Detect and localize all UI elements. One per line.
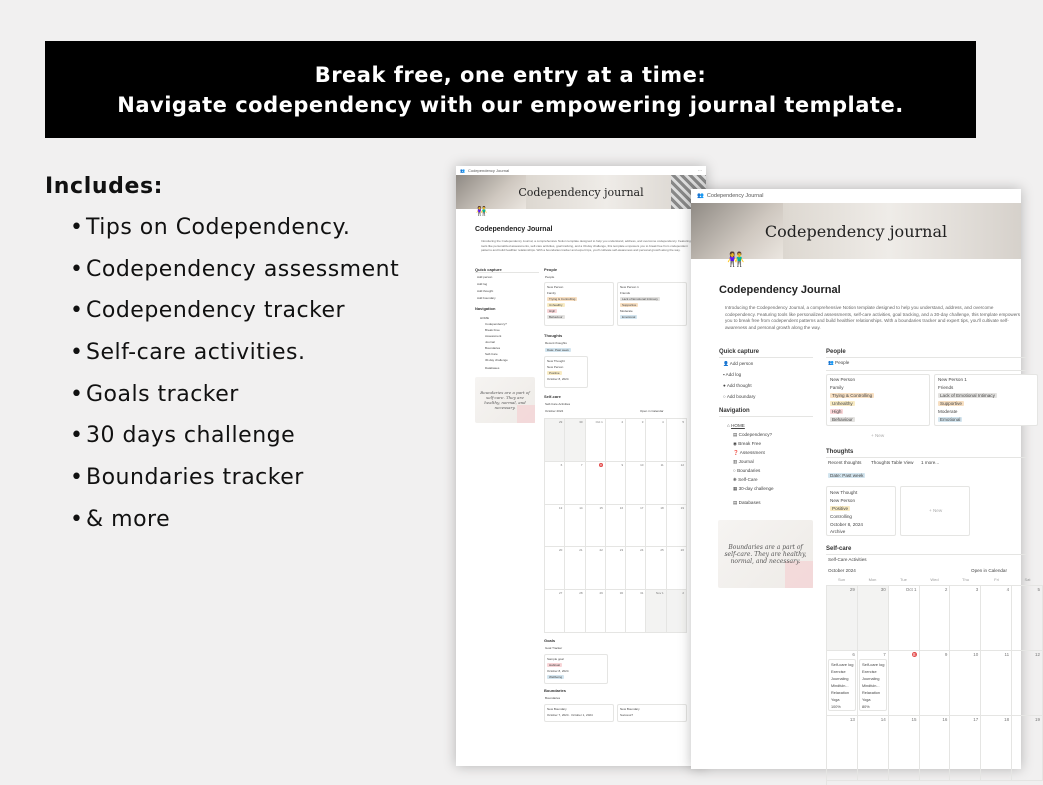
open-in-calendar[interactable]: Open in Calendar	[971, 568, 1008, 573]
nav-boundaries[interactable]: Boundaries	[485, 346, 501, 350]
tab-more[interactable]: 1 more...	[921, 460, 940, 465]
quote-text: Boundaries are a part of self-care. They are healthy, normal, and necessary.	[724, 543, 807, 565]
tab-recent-thoughts[interactable]: Recent thoughts	[828, 460, 862, 465]
nav-30-day[interactable]: ▦ 30-day challenge	[733, 486, 774, 491]
quick-capture-title: Quick capture	[475, 267, 502, 272]
add-thought-button[interactable]: Add thought	[477, 289, 494, 293]
more-icon[interactable]: ⋯	[698, 168, 702, 173]
thoughts-filter[interactable]: Date: Past week	[547, 348, 569, 352]
nav-break-free[interactable]: Break Free	[485, 328, 500, 332]
home-icon: ⌂	[727, 423, 732, 428]
thought-card[interactable]: New Thought New Person Positive October 8, 2024	[544, 356, 588, 388]
self-care-icon: ❋	[733, 477, 739, 482]
thoughts-filter[interactable]: Date: Past week	[830, 473, 864, 478]
thoughts-title: Thoughts	[544, 333, 563, 338]
nav-journal[interactable]: Journal	[485, 340, 495, 344]
people-title: People	[826, 349, 846, 355]
person-icon: 👤	[723, 361, 730, 366]
self-care-title: Self-care	[826, 546, 852, 552]
calendar-month: October 2024	[828, 568, 856, 573]
person-card[interactable]: New Person Family Trying & Controlling Unhealthy High Behaviour	[826, 374, 930, 426]
includes-item: • Goals tracker	[70, 381, 239, 407]
self-care-entry[interactable]: Self-care log Exercise Journaling Mindfuln... Relaxation Yoga 80%	[859, 659, 887, 711]
people-view[interactable]: 👥 People	[828, 360, 850, 365]
boundaries-title: Boundaries	[544, 688, 567, 693]
nav-home[interactable]: ⌂ HOME	[727, 423, 745, 428]
includes-item: • Self-care activities.	[70, 340, 306, 366]
thought-card[interactable]: New Thought New Person Positive Controlling October 8, 2024 Archive	[826, 486, 896, 536]
includes-item: • 30 days challenge	[70, 423, 296, 449]
book-icon: ▤	[733, 432, 739, 437]
nav-databases[interactable]: Databases	[485, 366, 500, 370]
weekday-header: Sun Mon Tue Wed Thu Fri Sat	[837, 577, 1031, 582]
nav-self-care[interactable]: Self-Care	[485, 352, 498, 356]
nav-databases[interactable]: ▤ Databases	[733, 500, 761, 505]
boundaries-icon: ○	[733, 468, 738, 473]
people-icon: 👫	[727, 251, 745, 267]
quote-text: Boundaries are a part of self-care. They are healthy, normal, and necessary.	[480, 390, 530, 410]
thoughts-tab[interactable]: Recent thoughts	[545, 341, 567, 345]
navigation-title: Navigation	[475, 306, 496, 311]
page-title: Codependency Journal	[475, 226, 553, 233]
goals-title: Goals	[544, 638, 556, 643]
includes-title: Includes:	[45, 174, 164, 199]
includes-list	[70, 213, 399, 547]
boundary-card[interactable]: New Boundary October 7, 2024 · October 1, 2024	[544, 704, 614, 722]
calendar-grid: 29 30 Oct 1 2 3 4 5 6 7 8 9 10 11 12 13 14 15 16 17 18 19	[826, 585, 1043, 785]
self-care-entry[interactable]: Self-care log Exercise Journaling Mindfuln... Relaxation Yoga 100%	[828, 659, 856, 711]
add-person-button[interactable]: 👤 Add person	[723, 361, 754, 366]
boundaries-tab[interactable]: Boundaries	[545, 696, 561, 700]
cover-title: Codependency journal	[518, 185, 644, 199]
breadcrumb[interactable]: Codependency Journal	[467, 168, 510, 173]
promo-banner	[45, 41, 976, 138]
cover-image	[456, 175, 706, 209]
nav-assessment[interactable]: ❓ Assessment	[733, 450, 765, 455]
assessment-icon: ❓	[733, 450, 740, 455]
person-card[interactable]: New Person 1 Friends Lack of Emotional Intimacy Supportive Moderate Emotional	[617, 282, 687, 326]
break-free-icon: ◉	[733, 441, 739, 446]
includes-item: • Codependency tracker	[70, 298, 346, 324]
person-card[interactable]: New Person 1 Friends Lack of Emotional Intimacy Supportive Moderate Emotional	[934, 374, 1038, 426]
intro-text: Introducing the Codependency Journal, a comprehensive Notion template designed to help you understand, address, and overcome codependency. Featuring tools like personalized assessments, self-care activities, goal tracking, and a 30-day challenge, this template empowers you to break free from codependent patterns and build healthier relationships. With a boundaries tracker and expert tips, you'll cultivate self-awareness and personal growth along the way.	[481, 239, 691, 253]
includes-item: • & more	[70, 506, 171, 532]
page-icon: 👥	[460, 168, 465, 173]
intro-text: Introducing the Codependency Journal, a comprehensive Notion template designed to help you understand, address, and overcome codependency. Featuring tools like personalized assessments, self-care activities, goal tracking, and a 30-day challenge, this template empowers you to break free from codependent patterns and build healthier relationships. With a boundaries tracker and expert tips, you'll cultivate self-awareness and personal growth along the way.	[725, 305, 1021, 330]
add-boundary-button[interactable]: ○ Add boundary	[723, 394, 756, 399]
page-title: Codependency Journal	[719, 284, 841, 296]
tab-thoughts-table[interactable]: Thoughts Table View	[871, 460, 914, 465]
add-log-button[interactable]: Add log	[477, 282, 488, 286]
database-icon: ▤	[733, 500, 739, 505]
nav-break-free[interactable]: ◉ Break Free	[733, 441, 762, 446]
nav-self-care[interactable]: ❋ Self-Care	[733, 477, 758, 482]
navigation-title: Navigation	[719, 408, 750, 414]
goals-tab[interactable]: Goal Tracker	[545, 646, 563, 650]
boundary-icon: ○	[723, 394, 727, 399]
screenshot-full-page	[456, 166, 706, 766]
top-bar	[691, 189, 1021, 203]
thought-icon: ●	[723, 383, 727, 388]
self-care-view[interactable]: Self-Care Activities	[828, 557, 867, 562]
people-view[interactable]: People	[545, 275, 555, 279]
page-icon: 👥	[697, 193, 704, 199]
nav-30-day[interactable]: 30-day challenge	[485, 358, 508, 362]
includes-item: • Boundaries tracker	[70, 465, 304, 491]
person-card[interactable]: New Person Family Trying & Controlling Unhealthy High Behaviour	[544, 282, 614, 326]
add-person-button[interactable]: Add person	[477, 275, 493, 279]
people-view-icon: 👥	[828, 360, 835, 365]
includes-item: • Codependency assessment	[70, 256, 400, 282]
includes-item: • Tips on Codependency.	[70, 215, 351, 240]
nav-journal[interactable]: ▥ Journal	[733, 459, 754, 464]
people-title: People	[544, 267, 558, 272]
hands-photo	[456, 175, 526, 209]
quote-card	[718, 520, 813, 588]
banner-line-2: Navigate codependency with our empowering journal template.	[117, 92, 904, 117]
boundary-card[interactable]: New Boundary Success?	[617, 704, 687, 722]
nav-codependency[interactable]: Codependency?	[485, 322, 507, 326]
nav-boundaries[interactable]: ○ Boundaries	[733, 468, 761, 473]
screenshot-zoomed	[691, 189, 1040, 769]
people-icon: 👫	[476, 206, 488, 216]
add-boundary-button[interactable]: Add boundary	[477, 296, 496, 300]
calendar-month: October 2024	[545, 409, 564, 413]
banner-line-1: Break free, one entry at a time:	[314, 62, 707, 87]
cover-title: Codependency journal	[764, 221, 948, 241]
thoughts-title: Thoughts	[826, 449, 854, 455]
quote-card	[475, 377, 535, 423]
add-thought-button[interactable]: ● Add thought	[723, 383, 752, 388]
goal-card[interactable]: Sample goal Habitual October 8, 2024 Wellbeing	[544, 654, 608, 684]
log-icon: ▪	[723, 372, 726, 377]
top-bar	[456, 166, 706, 175]
nav-codependency[interactable]: ▤ Codependency?	[733, 432, 773, 437]
new-thought-placeholder[interactable]: + New	[900, 486, 970, 536]
journal-icon: ▥	[733, 459, 739, 464]
nav-assessment[interactable]: Assessment	[485, 334, 502, 338]
calendar-grid: 29 30 Oct 1 2 3 4 5 6 7 8 9 10 11 12 13 14 15 16 17 18 19 20 21 22 23 24 25 26 27 28 29 30 31 Nov 1 2	[544, 418, 687, 633]
add-log-button[interactable]: ▪ Add log	[723, 372, 742, 377]
quick-capture-title: Quick capture	[719, 349, 760, 355]
nav-home[interactable]: HOME	[480, 316, 489, 320]
open-in-calendar[interactable]: Open in Calendar	[640, 409, 664, 413]
self-care-view[interactable]: Self-Care Activities	[545, 402, 571, 406]
new-person-button[interactable]: + New	[871, 433, 885, 438]
self-care-title: Self-care	[544, 394, 561, 399]
calendar-icon: ▦	[733, 486, 739, 491]
breadcrumb[interactable]: Codependency Journal	[706, 193, 764, 199]
